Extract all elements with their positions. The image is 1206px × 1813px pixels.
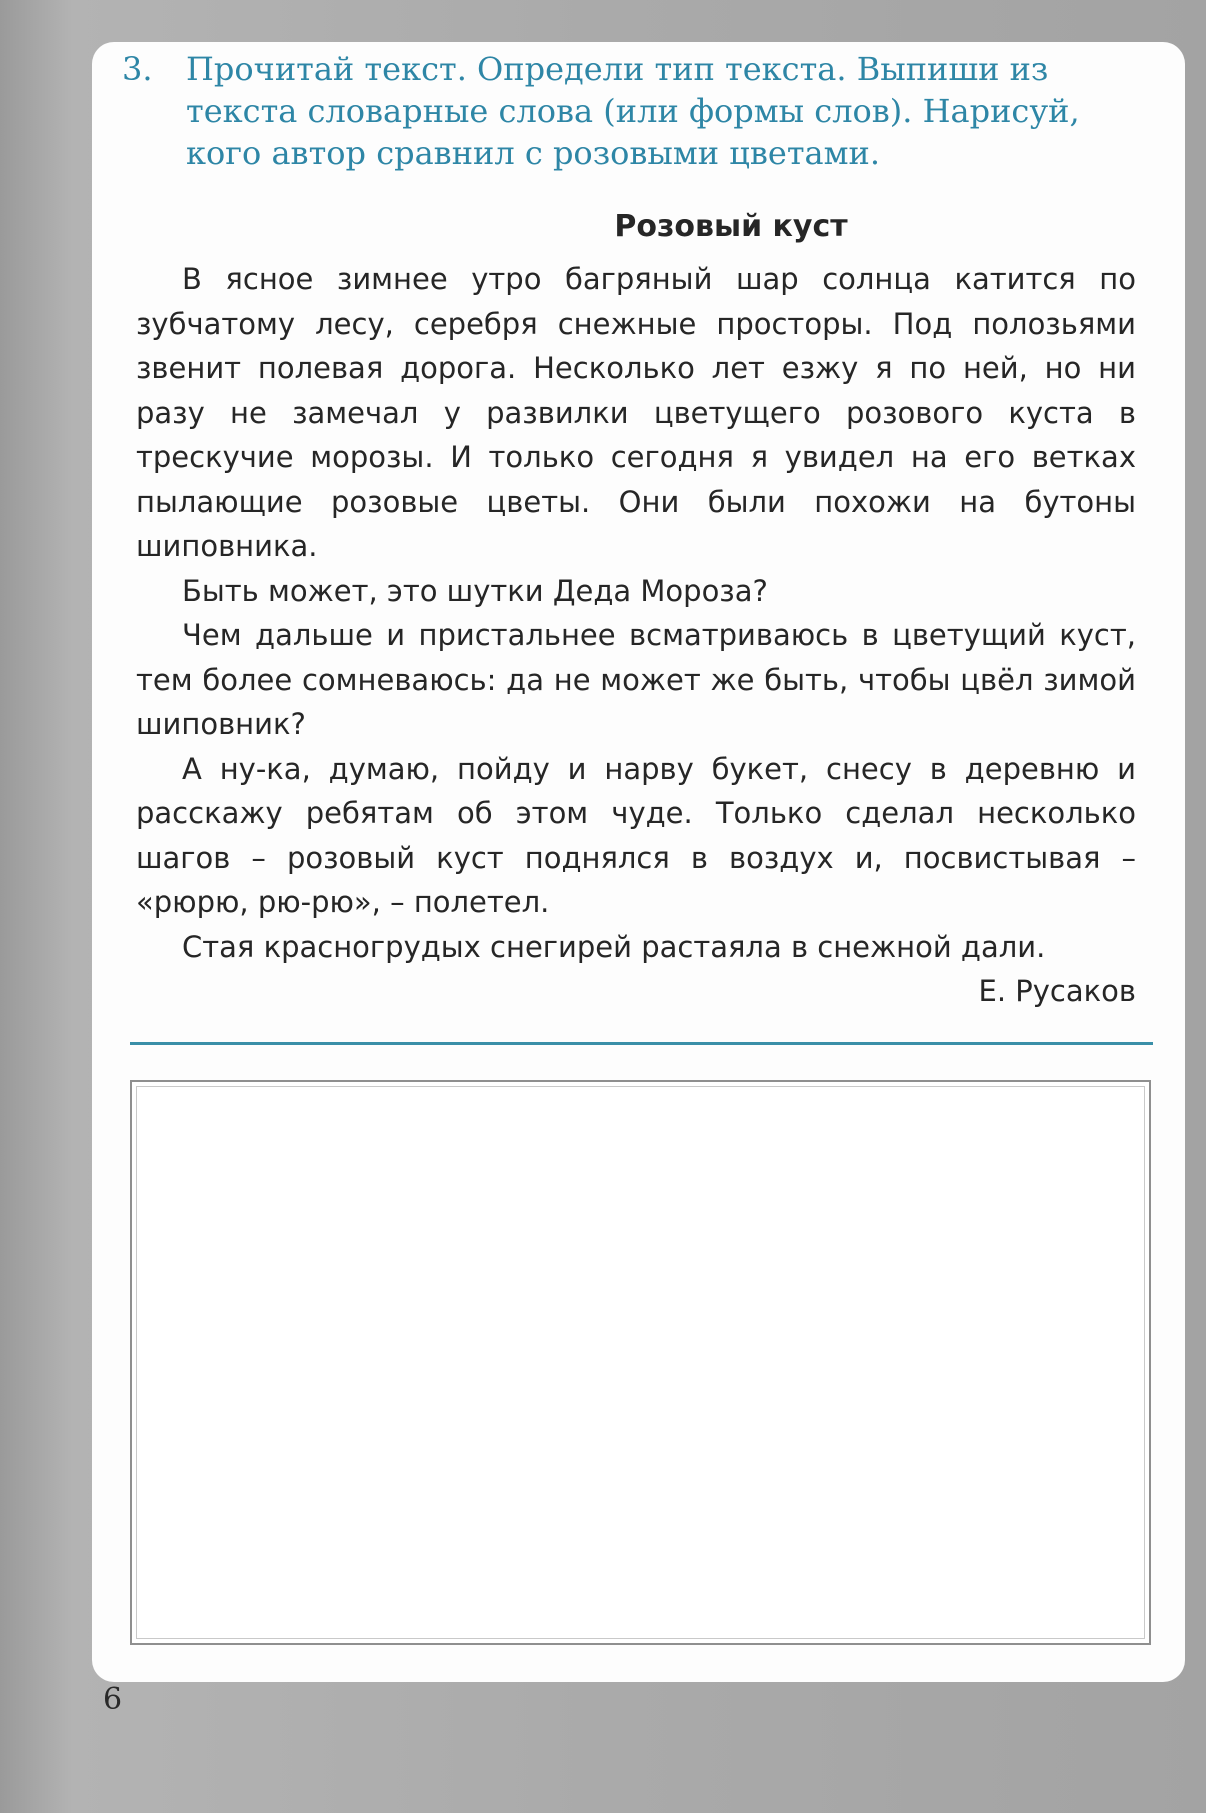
- drawing-box-frame: [136, 1086, 1145, 1639]
- story-author: Е. Русаков: [978, 974, 1136, 1008]
- task-number: 3.: [122, 50, 153, 88]
- story-paragraph: Чем дальше и пристальнее всматриваюсь в цветущий куст, тем более сомневаюсь: да не может же быть, чтобы цвёл зимой шиповник?: [136, 618, 1136, 741]
- story-paragraph: А ну-ка, думаю, пойду и нарву букет, снесу в деревню и расскажу ребятам об этом чуде. Только сделал несколько шагов – розовый куст поднялся в воздух и, посвистывая – «рюрю, рю-рю», – полетел.: [136, 751, 1136, 919]
- task-instruction: [122, 48, 1162, 174]
- story: [136, 207, 1136, 1013]
- story-paragraph: Быть может, это шутки Деда Мороза?: [182, 573, 768, 608]
- page-number: 6: [103, 1682, 123, 1717]
- story-paragraph: Стая красногрудых снегирей растаяла в снежной дали.: [182, 929, 1046, 964]
- worksheet-card: [92, 42, 1185, 1682]
- drawing-box[interactable]: [130, 1080, 1151, 1645]
- answer-line[interactable]: [130, 1042, 1153, 1045]
- story-title: Розовый куст: [614, 209, 848, 244]
- task-text: Прочитай текст. Определи тип текста. Выпиши из текста словарные слова (или формы слов). Нарисуй, кого автор сравнил с розовыми цветами.: [186, 50, 1080, 172]
- story-paragraph: В ясное зимнее утро багряный шар солнца катится по зубчатому лесу, серебря снежные просторы. Под полозьями звенит полевая дорога. Несколько лет езжу я по ней, но ни разу не замечал у развилки цветущего розового куста в трескучие морозы. И только сегодня я увидел на его ветках пылающие розовые цветы. Они были похожи на бутоны шиповника.: [136, 262, 1136, 563]
